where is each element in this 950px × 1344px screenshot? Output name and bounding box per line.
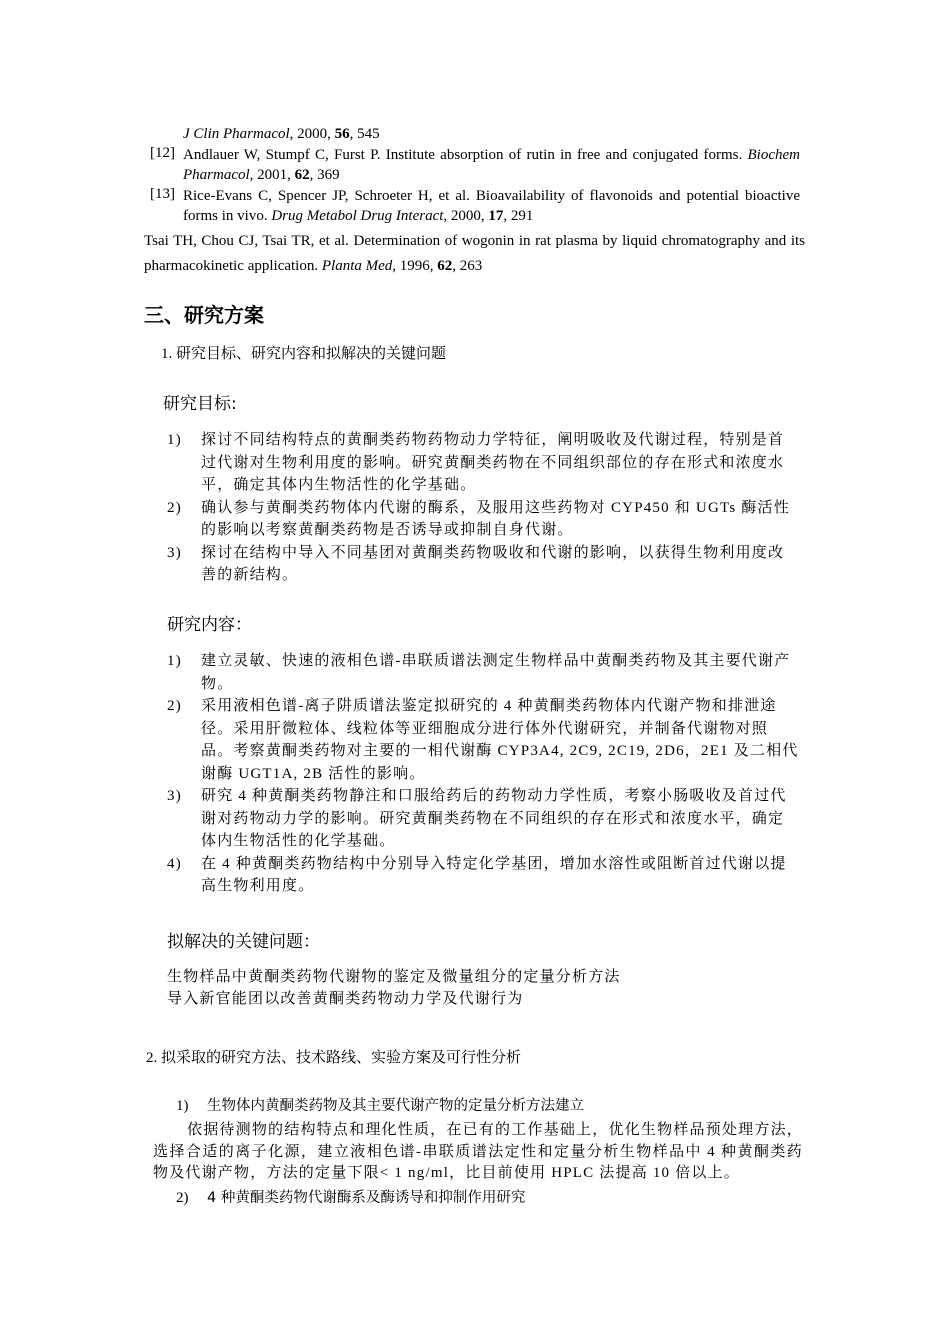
- ref12-pages: , 369: [309, 167, 340, 183]
- sub1-paragraph: 依据待测物的结构特点和理化性质，在已有的工作基础上，优化生物样品预处理方法，选择合适的离子化源，建立液相色谱-串联质谱法定性和定量分析生物样品中 4 种黄酮类药物及代谢产物，方法的定量下限< 1 ng/ml，比目前使用 HPLC 法提高 10 倍以上。: [153, 1122, 803, 1181]
- content-4-num: 4): [167, 855, 182, 872]
- ref13-text: Rice-Evans C, Spencer JP, Schroeter H, et al. Bioavailability of flavonoids and potential bioactive forms in vivo.: [183, 188, 800, 224]
- goal-3-num: 3): [167, 544, 182, 561]
- ref14-pages: , 263: [452, 258, 483, 274]
- ref11-volume: 56: [334, 126, 350, 142]
- goal-2-num: 2): [167, 499, 182, 516]
- ref12-volume: 62: [294, 167, 310, 183]
- ref12-text: Andlauer W, Stumpf C, Furst P. Institute absorption of rutin in free and conjugated forms.: [183, 147, 743, 163]
- key-problem-1: 生物样品中黄酮类药物代谢物的鉴定及微量组分的定量分析方法: [167, 969, 621, 985]
- ref14-volume: 62: [437, 258, 453, 274]
- ref14-journal: Planta Med: [321, 258, 393, 274]
- goal-item: [167, 429, 799, 497]
- ref13-journal: Drug Metabol Drug Interact: [271, 208, 444, 224]
- ref13-year: , 2000,: [443, 208, 489, 224]
- content-item: [167, 853, 799, 898]
- sub2-num: 2): [176, 1190, 189, 1206]
- goals-list: [167, 429, 799, 587]
- ref12-number: [12]: [150, 145, 175, 161]
- ref12-year: , 2001,: [249, 167, 295, 183]
- content-item: [167, 650, 799, 695]
- contents-list: [167, 650, 799, 898]
- content-3-text: 研究 4 种黄酮类药物静注和口服给药后的药物动力学性质，考察小肠吸收及首过代谢对药物动力学的影响。研究黄酮类药物在不同组织的存在形式和浓度水平，确定体内生物活性的化学基础。: [201, 788, 787, 849]
- item1-title: 1. 研究目标、研究内容和拟解决的关键问题: [161, 346, 447, 362]
- key-problems-heading: 拟解决的关键问题：: [167, 932, 320, 952]
- content-2-text: 采用液相色谱-离子阱质谱法鉴定拟研究的 4 种黄酮类药物体内代谢产物和排泄途径。采用肝微粒体、线粒体等亚细胞成分进行体外代谢研究，并制备代谢物对照品。考察黄酮类药物对主要的一相代谢酶 CYP3A4, 2C9, 2C19, 2D6，2E1 及二相代谢酶 UGT1A, 2B 活性的影响。: [201, 698, 799, 782]
- goal-item: [167, 497, 799, 542]
- ref14-text: Tsai TH, Chou CJ, Tsai TR, et al. Determination of wogonin in rat plasma by liquid chromatography and its pharmacokinetic application.: [144, 233, 805, 274]
- goal-item: [167, 542, 799, 587]
- content-4-text: 在 4 种黄酮类药物结构中分别导入特定化学基团，增加水溶性或阻断首过代谢以提高生物利用度。: [201, 855, 787, 894]
- goal-1-text: 探讨不同结构特点的黄酮类药物药物动力学特征，阐明吸收及代谢过程，特别是首过代谢对生物利用度的影响。研究黄酮类药物在不同组织部位的存在形式和浓度水平，确定其体内生物活性的化学基础。: [201, 432, 785, 493]
- goal-2-text: 确认参与黄酮类药物体内代谢的酶系，及服用这些药物对 CYP450 和 UGTs 酶活性的影响以考察黄酮类药物是否诱导或抑制自身代谢。: [201, 499, 790, 538]
- reference-14: [144, 229, 805, 279]
- goal-1-num: 1): [167, 432, 182, 448]
- item2-title: 2. 拟采取的研究方法、技术路线、实验方案及可行性分析: [146, 1050, 522, 1066]
- ref13-volume: 17: [488, 208, 504, 224]
- ref11-year: , 2000,: [289, 126, 335, 142]
- ref11-pages: , 545: [349, 126, 380, 142]
- ref12-journal: Biochem Pharmacol: [183, 147, 800, 183]
- ref13-number: [13]: [150, 186, 175, 202]
- key-problem-2: 导入新官能团以改善黄酮类药物动力学及代谢行为: [167, 991, 524, 1007]
- content-2-num: 2): [167, 698, 182, 714]
- goal-3-text: 探讨在结构中导入不同基团对黄酮类药物吸收和代谢的影响，以获得生物利用度改善的新结构。: [201, 544, 785, 583]
- ref14-year: , 1996,: [392, 258, 438, 274]
- reference-12: [150, 145, 800, 185]
- contents-heading: 研究内容：: [167, 615, 252, 635]
- content-item: [167, 785, 799, 853]
- content-item: [167, 695, 799, 785]
- ref13-pages: , 291: [503, 208, 534, 224]
- sub2-title: 4 种黄酮类药物代谢酶系及酶诱导和抑制作用研究: [207, 1190, 526, 1206]
- reference-11-tail: [183, 124, 380, 144]
- content-3-num: 3): [167, 788, 182, 804]
- content-1-num: 1): [167, 653, 182, 669]
- ref11-journal: J Clin Pharmacol: [183, 126, 290, 142]
- section-title: 三、研究方案: [144, 303, 264, 327]
- reference-13: [150, 186, 800, 226]
- sub1-title: 生物体内黄酮类药物及其主要代谢产物的定量分析方法建立: [207, 1098, 584, 1114]
- goals-heading: 研究目标:: [163, 394, 237, 414]
- content-1-text: 建立灵敏、快速的液相色谱-串联质谱法测定生物样品中黄酮类药物及其主要代谢产物。: [201, 653, 791, 692]
- sub1-num: 1): [176, 1098, 189, 1114]
